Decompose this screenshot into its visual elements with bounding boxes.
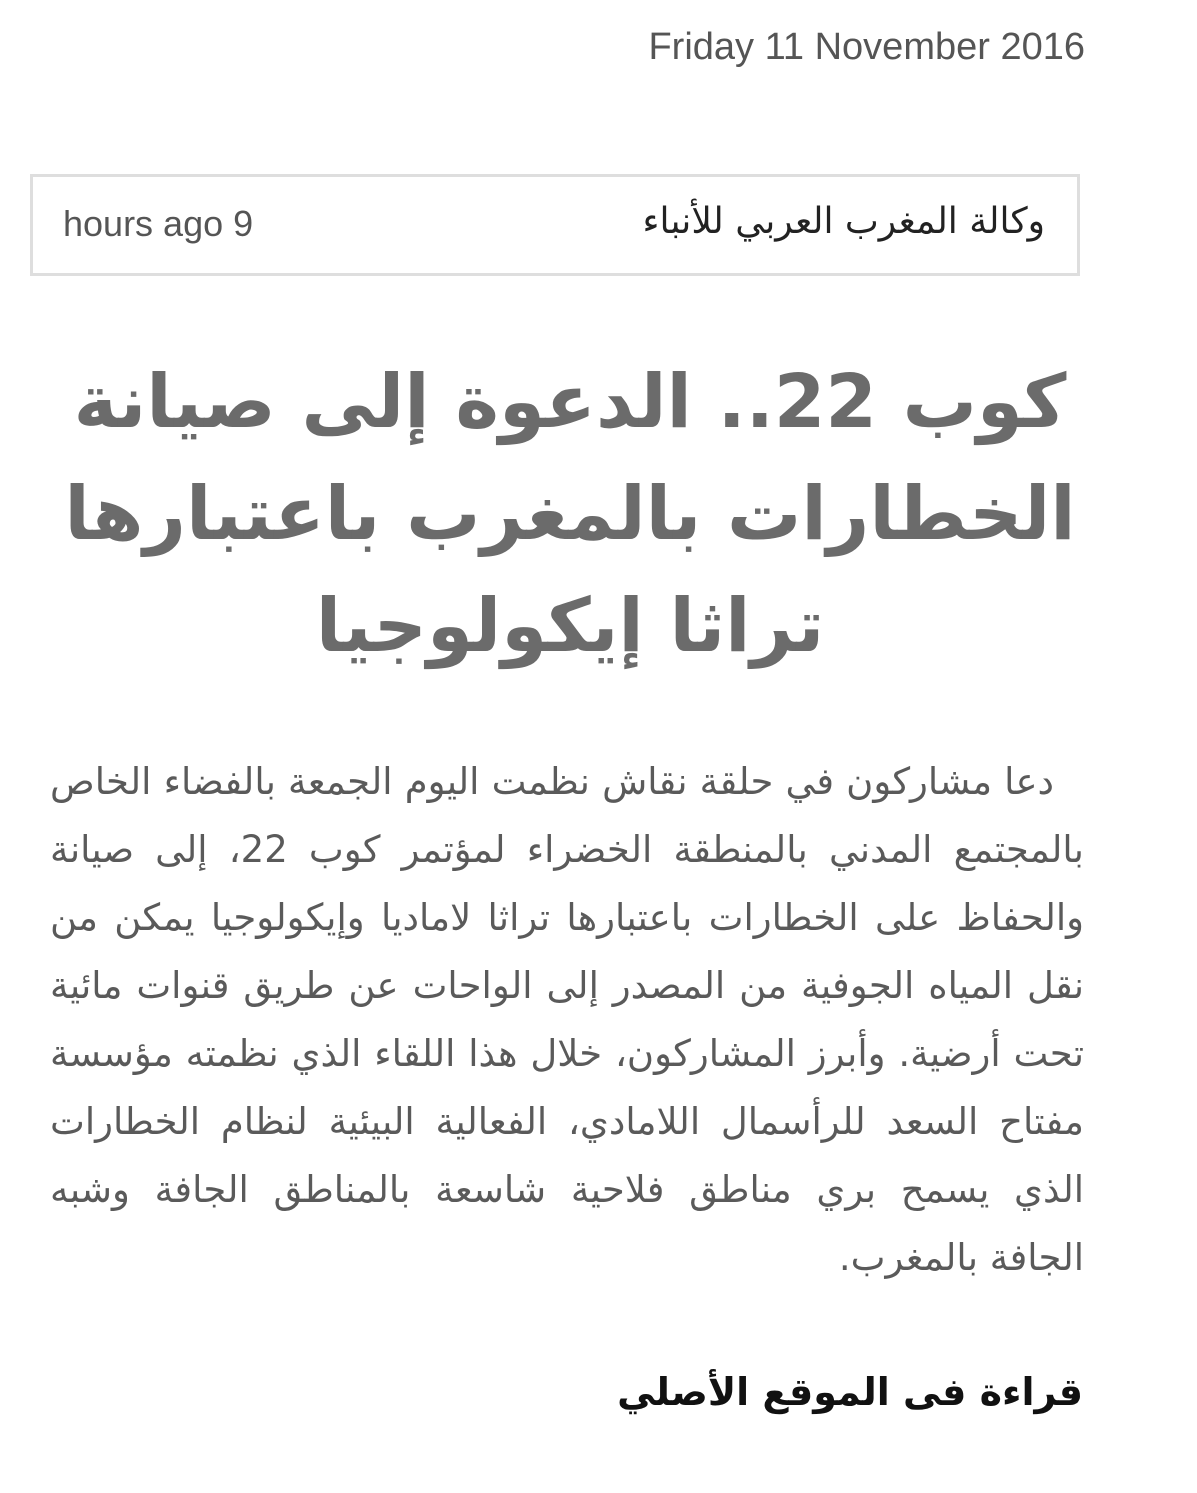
published-time-ago: hours ago 9 bbox=[63, 203, 254, 244]
article-meta-box bbox=[30, 174, 1080, 276]
article-title: كوب 22.. الدعوة إلى صيانة الخطارات بالمغرب باعتبارها تراثا إيكولوجيا bbox=[64, 359, 1076, 669]
article-date: Friday 11 November 2016 bbox=[648, 26, 1085, 68]
read-original-link[interactable]: قراءة فى الموقع الأصلي bbox=[617, 1370, 1083, 1414]
article-body: دعا مشاركون في حلقة نقاش نظمت اليوم الجمعة بالفضاء الخاص بالمجتمع المدني بالمنطقة الخضراء لمؤتمر كوب 22، إلى صيانة والحفاظ على الخطارات باعتبارها تراثا لاماديا وإيكولوجيا يمكن من نقل المياه الجوفية من المصدر إلى الواحات عن طريق قنوات مائية تحت أرضية. وأبرز المشاركون، خلال هذا اللقاء الذي نظمته مؤسسة مفتاح السعد للرأسمال اللامادي، الفعالية البيئية لنظام الخطارات الذي يسمح بري مناطق فلاحية شاسعة بالمناطق الجافة وشبه الجافة بالمغرب. bbox=[50, 760, 1084, 1279]
news-source: وكالة المغرب العربي للأنباء bbox=[642, 201, 1045, 242]
